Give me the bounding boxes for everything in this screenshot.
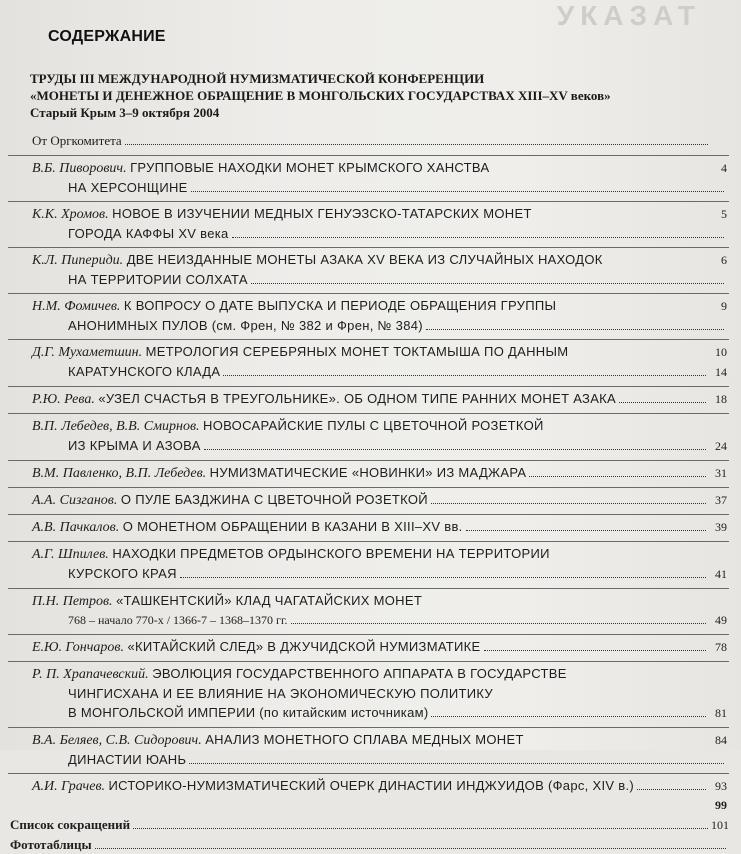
toc-title: О ПУЛЕ БАЗДЖИНА С ЦВЕТОЧНОЙ РОЗЕТКОЙ bbox=[120, 492, 428, 507]
divider bbox=[8, 487, 729, 488]
toc-page: 10 bbox=[715, 345, 727, 359]
toc-author: А.В. Пачкалов. bbox=[32, 520, 120, 535]
toc-title-cont: НА ХЕРСОНЩИНЕ bbox=[68, 180, 188, 195]
toc-page: 93 bbox=[715, 779, 727, 793]
divider bbox=[8, 727, 729, 728]
toc-author: Р. П. Храпачевский. bbox=[32, 667, 149, 682]
dot-leader bbox=[619, 402, 706, 403]
toc-org-label: От Оргкомитета bbox=[32, 133, 122, 148]
toc-author: Р.Ю. Рева. bbox=[32, 392, 95, 407]
dot-leader bbox=[189, 763, 724, 764]
bleed-through-text: УКАЗАТ bbox=[556, 0, 701, 31]
dot-leader bbox=[291, 623, 706, 624]
toc-title: НОВОСАРАЙСКИЕ ПУЛЫ С ЦВЕТОЧНОЙ РОЗЕТКОЙ bbox=[203, 418, 544, 433]
dot-leader bbox=[223, 375, 706, 376]
toc-title-cont: В МОНГОЛЬСКОЙ ИМПЕРИИ (по китайским источникам) bbox=[68, 705, 429, 720]
toc-entry bbox=[8, 776, 729, 815]
dot-leader bbox=[125, 144, 708, 145]
dot-leader bbox=[466, 530, 706, 531]
toc-page: 6 bbox=[721, 253, 727, 267]
dot-leader bbox=[431, 503, 706, 504]
toc-abbrev-label: Список сокращений bbox=[10, 817, 131, 832]
toc-title-cont: ДИНАСТИИ ЮАНЬ bbox=[68, 752, 187, 767]
conference-place-date: Старый Крым 3–9 октября 2004 bbox=[30, 105, 220, 120]
table-of-contents bbox=[8, 131, 729, 854]
divider bbox=[8, 247, 729, 248]
toc-page: 78 bbox=[715, 640, 727, 654]
toc-page: 9 bbox=[721, 299, 727, 313]
toc-entry bbox=[8, 517, 729, 537]
divider bbox=[8, 460, 729, 461]
toc-title-cont: ЧИНГИСХАНА И ЕЕ ВЛИЯНИЕ НА ЭКОНОМИЧЕСКУЮ ПОЛИТИКУ bbox=[68, 686, 493, 701]
toc-title-cont: 768 – начало 770-х / 1366-7 – 1368–1370 гг. bbox=[68, 613, 288, 627]
divider bbox=[8, 773, 729, 774]
dot-leader bbox=[529, 476, 706, 477]
toc-entry bbox=[8, 544, 729, 584]
toc-entry bbox=[8, 389, 729, 409]
toc-title: «УЗЕЛ СЧАСТЬЯ В ТРЕУГОЛЬНИКЕ». ОБ ОДНОМ ТИПЕ РАННИХ МОНЕТ АЗАКА bbox=[98, 391, 617, 406]
toc-photo-label: Фототаблицы bbox=[10, 837, 92, 852]
toc-title-cont: АНОНИМНЫХ ПУЛОВ (см. Френ, № 382 и Френ, № 384) bbox=[68, 318, 423, 333]
toc-page: 18 bbox=[715, 392, 727, 406]
toc-entry bbox=[8, 204, 729, 243]
dot-leader bbox=[95, 848, 726, 849]
divider bbox=[8, 541, 729, 542]
toc-entry bbox=[8, 637, 729, 657]
toc-entry bbox=[8, 591, 729, 630]
divider bbox=[8, 339, 729, 340]
toc-author: В.А. Беляев, С.В. Сидорович. bbox=[32, 733, 202, 748]
toc-title: МЕТРОЛОГИЯ СЕРЕБРЯНЫХ МОНЕТ ТОКТАМЫША ПО ДАННЫМ bbox=[145, 344, 569, 359]
toc-author: В.Б. Пиворович. bbox=[32, 161, 127, 176]
toc-page: 49 bbox=[715, 613, 727, 627]
divider bbox=[8, 661, 729, 662]
toc-author: В.М. Павленко, В.П. Лебедев. bbox=[32, 466, 207, 481]
dot-leader bbox=[232, 237, 724, 238]
toc-entry bbox=[8, 158, 729, 197]
toc-page: 31 bbox=[715, 466, 727, 480]
toc-title: О МОНЕТНОМ ОБРАЩЕНИИ В КАЗАНИ В XIII–XV вв. bbox=[122, 519, 463, 534]
toc-entry bbox=[8, 296, 729, 335]
divider bbox=[8, 386, 729, 387]
toc-page: 81 bbox=[715, 706, 727, 720]
toc-author: А.Г. Шпилев. bbox=[32, 547, 109, 562]
divider bbox=[8, 634, 729, 635]
toc-page: 4 bbox=[721, 161, 727, 175]
toc-entry bbox=[8, 664, 729, 723]
dot-leader bbox=[204, 449, 706, 450]
toc-title: НУМИЗМАТИЧЕСКИЕ «НОВИНКИ» ИЗ МАДЖАРА bbox=[209, 465, 527, 480]
toc-page: 39 bbox=[715, 520, 727, 534]
toc-author: А.И. Грачев. bbox=[32, 779, 106, 794]
toc-org-row bbox=[8, 131, 729, 151]
toc-abbrev-page: 101 bbox=[711, 818, 729, 832]
toc-author: К.Л. Пипериди. bbox=[32, 253, 124, 268]
toc-page: 41 bbox=[715, 567, 727, 581]
toc-entry bbox=[8, 490, 729, 510]
dot-leader bbox=[484, 650, 706, 651]
divider bbox=[8, 293, 729, 294]
toc-page: 37 bbox=[715, 493, 727, 507]
toc-page-prev: 14 bbox=[715, 365, 727, 379]
divider bbox=[8, 588, 729, 589]
conference-title: ТРУДЫ III МЕЖДУНАРОДНОЙ НУМИЗМАТИЧЕСКОЙ КОНФЕРЕНЦИИ bbox=[30, 71, 485, 86]
toc-author: К.К. Хромов. bbox=[32, 207, 109, 222]
dot-leader bbox=[180, 577, 706, 578]
dot-leader bbox=[426, 329, 724, 330]
toc-author: В.П. Лебедев, В.В. Смирнов. bbox=[32, 419, 200, 434]
toc-abbrev-row bbox=[8, 815, 729, 835]
toc-title: НАХОДКИ ПРЕДМЕТОВ ОРДЫНСКОГО ВРЕМЕНИ НА ТЕРРИТОРИИ bbox=[112, 546, 550, 561]
toc-title-cont: ИЗ КРЫМА И АЗОВА bbox=[68, 438, 201, 453]
toc-title: «ТАШКЕНТСКИЙ» КЛАД ЧАГАТАЙСКИХ МОНЕТ bbox=[116, 593, 423, 608]
dot-leader bbox=[133, 828, 708, 829]
toc-title-cont: НА ТЕРРИТОРИИ СОЛХАТА bbox=[68, 272, 248, 287]
dot-leader bbox=[431, 716, 706, 717]
toc-title: К ВОПРОСУ О ДАТЕ ВЫПУСКА И ПЕРИОДЕ ОБРАЩЕНИЯ ГРУППЫ bbox=[123, 298, 557, 313]
toc-page: 5 bbox=[721, 207, 727, 221]
dot-leader bbox=[637, 789, 706, 790]
conference-header bbox=[30, 70, 729, 121]
toc-title: «КИТАЙСКИЙ СЛЕД» В ДЖУЧИДСКОЙ НУМИЗМАТИКЕ bbox=[127, 639, 481, 654]
toc-title: ЭВОЛЮЦИЯ ГОСУДАРСТВЕННОГО АППАРАТА В ГОСУДАРСТВЕ bbox=[152, 666, 567, 681]
toc-author: Е.Ю. Гончаров. bbox=[32, 640, 124, 655]
toc-title: ДВЕ НЕИЗДАННЫЕ МОНЕТЫ АЗАКА XV ВЕКА ИЗ СЛУЧАЙНЫХ НАХОДОК bbox=[126, 252, 603, 267]
toc-page: 24 bbox=[715, 439, 727, 453]
conference-subtitle: «МОНЕТЫ И ДЕНЕЖНОЕ ОБРАЩЕНИЕ В МОНГОЛЬСКИХ ГОСУДАРСТВАХ XIII–XV веков» bbox=[30, 88, 611, 103]
toc-title-cont: ГОРОДА КАФФЫ XV века bbox=[68, 226, 229, 241]
toc-entry bbox=[8, 250, 729, 289]
toc-author: П.Н. Петров. bbox=[32, 594, 113, 609]
toc-page: 84 bbox=[715, 733, 727, 747]
toc-title: АНАЛИЗ МОНЕТНОГО СПЛАВА МЕДНЫХ МОНЕТ bbox=[205, 732, 524, 747]
toc-photo-row bbox=[8, 835, 729, 854]
toc-page-after: 99 bbox=[715, 798, 727, 812]
toc-entry bbox=[8, 463, 729, 483]
toc-title-cont: КАРАТУНСКОГО КЛАДА bbox=[68, 364, 221, 379]
dot-leader bbox=[251, 283, 724, 284]
toc-entry bbox=[8, 342, 729, 382]
toc-title: НОВОЕ В ИЗУЧЕНИИ МЕДНЫХ ГЕНУЭЗСКО-ТАТАРСКИХ МОНЕТ bbox=[112, 206, 532, 221]
dot-leader bbox=[191, 191, 724, 192]
page-title: СОДЕРЖАНИЕ bbox=[48, 28, 166, 45]
toc-author: А.А. Сизганов. bbox=[32, 493, 118, 508]
toc-title: ГРУППОВЫЕ НАХОДКИ МОНЕТ КРЫМСКОГО ХАНСТВА bbox=[130, 160, 490, 175]
divider bbox=[8, 413, 729, 414]
divider bbox=[8, 514, 729, 515]
divider bbox=[8, 201, 729, 202]
toc-title-cont: КУРСКОГО КРАЯ bbox=[68, 566, 177, 581]
toc-title: ИСТОРИКО-НУМИЗМАТИЧЕСКИЙ ОЧЕРК ДИНАСТИИ ИНДЖУИДОВ (Фарс, XIV в.) bbox=[108, 778, 634, 793]
divider bbox=[8, 155, 729, 156]
toc-author: Д.Г. Мухаметшин. bbox=[32, 345, 143, 360]
toc-entry bbox=[8, 416, 729, 456]
toc-author: Н.М. Фомичев. bbox=[32, 299, 121, 314]
